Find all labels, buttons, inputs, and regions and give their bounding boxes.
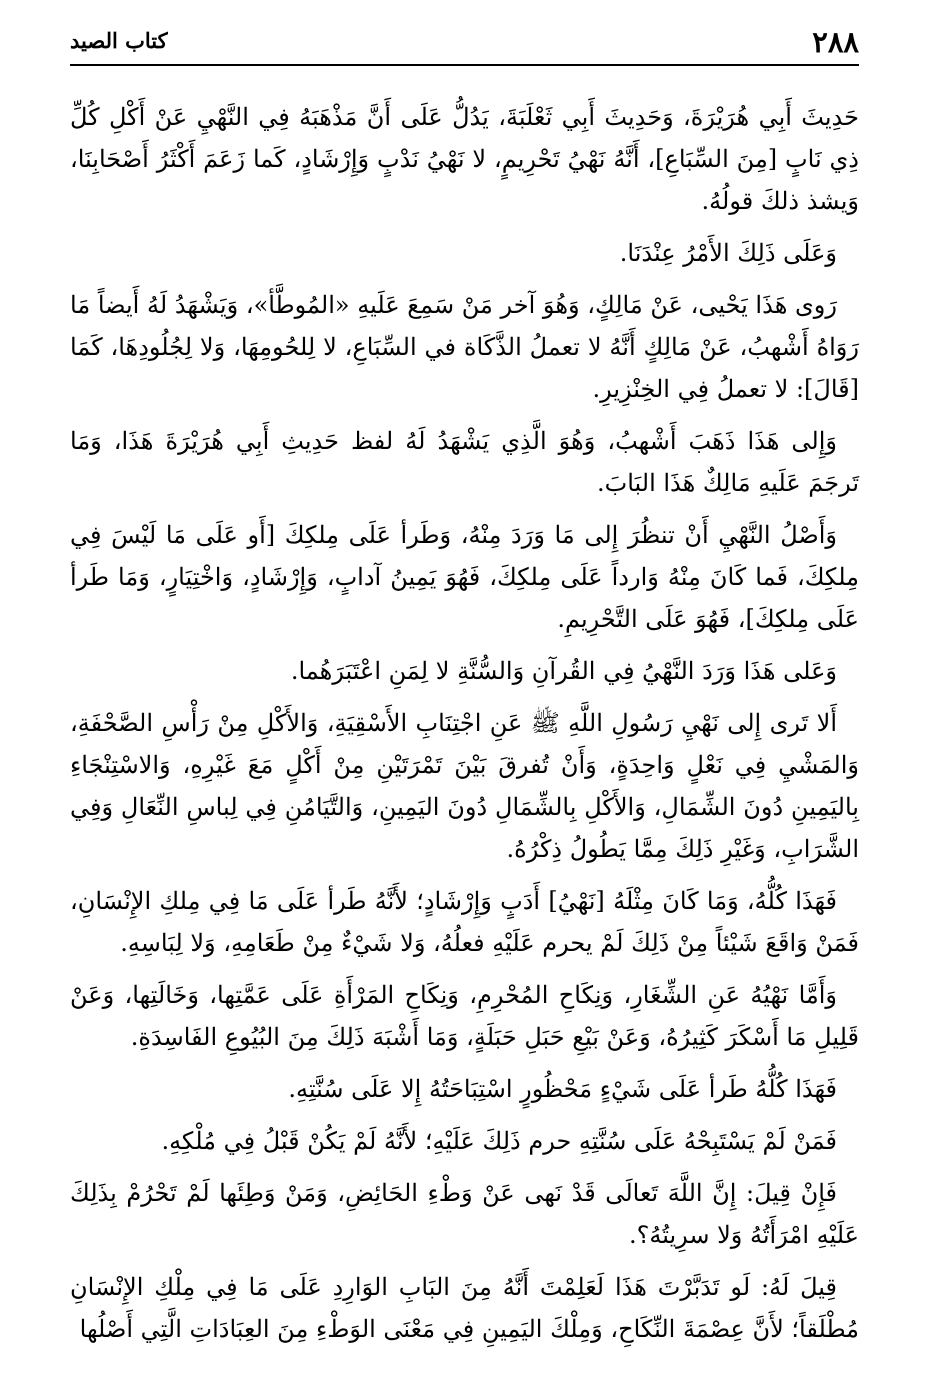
paragraph: فَهَذَا كُلُّهُ، وَمَا كَانَ مِثْلَهُ [نَهْيُ] أَدَبٍ وَإِرْشَادٍ؛ لأَنَّهُ طَرأ عَلَى مَا فِي مِلكِ الإِنْسَانِ، فَمَنْ وَاقَعَ شَيْئاً مِنْ ذَلِكَ لَمْ يحرم عَلَيْهِ فعلُهُ، وَلا شَيْءٌ مِنْ طَعَامِهِ، وَلا لِبَاسِهِ. [70, 887, 859, 957]
paragraph: وَأَمَّا نَهْيُهُ عَنِ الشِّغَارِ، وَنِكَاحِ المُحْرِمِ، وَنِكَاحِ المَرْأَةِ عَلَى عَمَّتِها، وَخَالَتِها، وَعَنْ قَلِيلِ مَا أَسْكَرَ كَثِيرُهُ، وَعَنْ بَيْعِ حَبَلِ حَبَلَةٍ، وَمَا أَشْبَهَ ذَلِكَ مِنَ البُيُوعِ الفَاسِدَةِ. [70, 981, 859, 1051]
paragraph: وَعَلى هَذَا وَرَدَ النَّهْيُ فِي القُرآنِ وَالسُّنَّةِ لا لِمَنِ اعْتَبَرَهُما. [290, 657, 837, 685]
paragraph: وَعَلَى ذَلِكَ الأَمْرُ عِنْدَنَا. [619, 239, 837, 267]
paragraph: أَلا تَرى إِلى نَهْيِ رَسُولِ اللَّهِ ﷺ عَنِ اجْتِنَابِ الأَسْقِيَةِ، وَالأَكْلِ مِنْ رَأْسِ الصَّحْفَةِ، وَالمَشْيِ فِي نَعْلٍ وَاحِدَةٍ، وَأَنْ تُفرقَ بَيْنَ تَمْرَتَيْنِ مِنْ أَكْلٍ مَعَ غَيْرِهِ، وَالاسْتِنْجَاءِ بِاليَمِينِ دُونَ الشِّمَالِ، وَالأَكْلِ بِالشِّمَالِ دُونَ اليَمِينِ، وَالتَّيَامُنِ فِي لِباسِ النِّعَالِ وَفِي الشَّرَابِ، وَغَيْرِ ذَلِكَ مِمَّا يَطُولُ ذِكْرُهُ. [70, 709, 859, 863]
page-number: ٢٨٨ [812, 25, 859, 59]
page-header [70, 22, 859, 66]
paragraph: وَإِلى هَذَا ذَهَبَ أَشْهبُ، وَهُوَ الَّذِي يَشْهَدُ لَهُ لفظ حَدِيثِ أَبِي هُرَيْرَةَ هَذَا، وَمَا تَرجَمَ عَلَيهِ مَالِكٌ هَذَا البَابَ. [70, 427, 859, 497]
paragraph: فَهَذَا كُلُّهُ طَرأ عَلَى شَيْءٍ مَحْظُورٍ اسْتِبَاحَتُهُ إِلا عَلَى سُنَّتِهِ. [288, 1075, 837, 1103]
body-text [70, 96, 859, 1360]
paragraph: فَمَنْ لَمْ يَسْتَبِحْهُ عَلَى سُنَّتِهِ حرم ذَلِكَ عَلَيْهِ؛ لأَنَّهُ لَمْ يَكُنْ قَبْلُ فِي مُلْكِهِ. [161, 1127, 837, 1155]
paragraph: فَإِنْ قِيلَ: إِنَّ اللَّهَ تَعالَى قَدْ نَهى عَنْ وَطْءِ الحَائِضِ، وَمَنْ وَطِئَها لَمْ تَحْرُمْ بِذَلِكَ عَلَيْهِ امْرَأَتُهُ وَلا سرِيتُهُ؟. [70, 1179, 859, 1249]
paragraph: حَدِيثَ أَبِي هُرَيْرَةَ، وَحَدِيثَ أَبِي ثَعْلَبَةَ، يَدُلُّ عَلَى أَنَّ مَذْهَبَهُ فِي النَّهْيِ عَنْ أَكْلِ كُلِّ ذِي نَابٍ [مِنَ السِّبَاعِ]، أَنَّهُ نَهْيُ تَحْرِيمٍ، لا نَهْيُ نَدْبٍ وَإِرْشَادٍ، كَما زَعَمَ أَكْثَرُ أَصْحَابِنَا، وَيشذ ذلكَ قولُهُ. [70, 103, 859, 215]
running-title: كتاب الصيد [70, 28, 168, 53]
paragraph: قِيلَ لَهُ: لَو تَدَبَّرْتَ هَذَا لَعَلِمْتَ أَنَّهُ مِنَ البَابِ الوَارِدِ عَلَى مَا فِي مِلْكِ الإِنْسَانِ مُطْلَقاً؛ لأَنَّ عِصْمَةَ النِّكَاحِ، وَمِلْكَ اليَمِينِ فِي مَعْنَى الوَطْءِ مِنَ العِبَادَاتِ الَّتِي أَصْلُها [70, 1273, 859, 1343]
paragraph: رَوى هَذَا يَحْيى، عَنْ مَالِكٍ، وَهُوَ آخر مَنْ سَمِعَ عَلَيهِ «المُوطَّأ»، وَيَشْهَدُ لَهُ أَيضاً مَا رَوَاهُ أَشْهبُ، عَنْ مَالِكٍ أَنَّهُ لا تعملُ الذَّكَاة في السِّبَاعِ، لا لِلحُومِهَا، وَلا لِجُلُودِهَا، كَمَا [قَالَ]: لا تعملُ فِي الخِنْزِيرِ. [70, 291, 859, 403]
paragraph: وَأَصْلُ النَّهْيِ أَنْ تنظُرَ إِلى مَا وَرَدَ مِنْهُ، وَطَرأ عَلَى مِلكِكَ [أَو عَلَى مَا لَيْسَ فِي مِلكِكَ، فَما كَانَ مِنْهُ وَارداً عَلَى مِلكِكَ، فَهُوَ يَمِينُ آدابٍ، وَإِرْشَادٍ، وَاخْتِيَارٍ، وَمَا طَرأ عَلَى مِلكِكَ]، فَهُوَ عَلَى التَّحْرِيمِ. [70, 521, 859, 633]
